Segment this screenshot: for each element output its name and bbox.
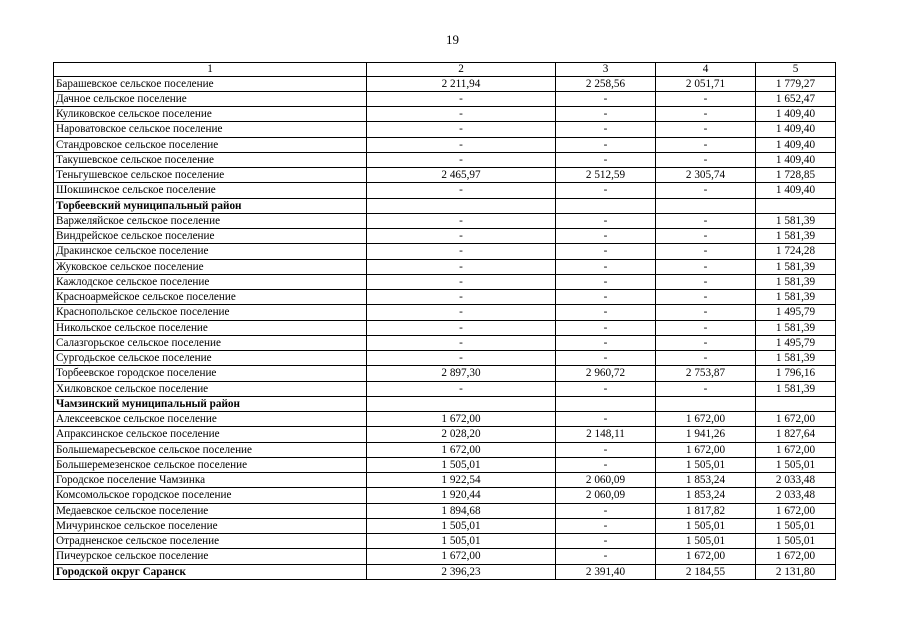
value-cell-col4: 1 505,01 [656,534,756,549]
value-cell-col2: - [367,183,556,198]
settlement-name-cell: Никольское сельское поселение [54,320,367,335]
header-cell: 1 [54,63,367,77]
table-row [54,488,836,503]
value-cell-col4: 1 505,01 [656,457,756,472]
value-cell-col5: 1 505,01 [756,457,836,472]
value-cell-col2: 1 505,01 [367,518,556,533]
value-cell-col2: - [367,381,556,396]
value-cell-col5: 1 581,39 [756,259,836,274]
value-cell-col2: 1 505,01 [367,457,556,472]
value-cell-col2: - [367,152,556,167]
settlement-name-cell: Комсомольское городское поселение [54,488,367,503]
value-cell-col3: - [556,290,656,305]
value-cell-col3: 2 060,09 [556,488,656,503]
value-cell-col2: 1 672,00 [367,412,556,427]
value-cell-col5: 1 581,39 [756,229,836,244]
value-cell-col5: 1 652,47 [756,91,836,106]
value-cell-col2: 2 211,94 [367,76,556,91]
value-cell-col4: - [656,274,756,289]
value-cell-col3: - [556,259,656,274]
value-cell-col2: - [367,137,556,152]
value-cell-col5: 1 581,39 [756,274,836,289]
value-cell-col3: - [556,152,656,167]
value-cell-col3: - [556,122,656,137]
value-cell-col2: 1 672,00 [367,442,556,457]
value-cell-col4: - [656,305,756,320]
settlement-name-cell: Сургодьское сельское поселение [54,351,367,366]
header-cell: 3 [556,63,656,77]
settlement-name-cell: Куликовское сельское поселение [54,107,367,122]
page-number: 19 [446,32,459,47]
value-cell-col3: 2 148,11 [556,427,656,442]
value-cell-col2: - [367,122,556,137]
value-cell-col5: 1 779,27 [756,76,836,91]
value-cell-col4: - [656,91,756,106]
settlement-name-cell: Чамзинский муниципальный район [54,396,367,411]
value-cell-col4: 1 672,00 [656,549,756,564]
value-cell-col5: 1 409,40 [756,183,836,198]
table-row [54,351,836,366]
table-row [54,122,836,137]
table-row [54,427,836,442]
settlement-name-cell: Салазгорьское сельское поселение [54,335,367,350]
value-cell-col3: - [556,457,656,472]
settlement-name-cell: Торбеевский муниципальный район [54,198,367,213]
value-cell-col2: 1 894,68 [367,503,556,518]
value-cell-col3: - [556,412,656,427]
table-row [54,503,836,518]
value-cell-col3: - [556,549,656,564]
settlement-name-cell: Нароватовское сельское поселение [54,122,367,137]
value-cell-col5: 1 581,39 [756,320,836,335]
settlement-name-cell: Дракинское сельское поселение [54,244,367,259]
table-row [54,213,836,228]
value-cell-col3: - [556,518,656,533]
table-row [54,274,836,289]
value-cell-col5: 2 131,80 [756,564,836,579]
table-row [54,442,836,457]
value-cell-col4: 1 853,24 [656,488,756,503]
value-cell-col4: - [656,244,756,259]
settlement-name-cell: Хилковское сельское поселение [54,381,367,396]
value-cell-col2: - [367,320,556,335]
value-cell-col4: - [656,229,756,244]
value-cell-col3: - [556,381,656,396]
value-cell-col5: 1 672,00 [756,503,836,518]
value-cell-col3: - [556,503,656,518]
table-row [54,457,836,472]
value-cell-col5: 2 033,48 [756,473,836,488]
value-cell-col4: 2 305,74 [656,168,756,183]
header-row [54,63,836,77]
value-cell-col5: 1 827,64 [756,427,836,442]
value-cell-col3: 2 960,72 [556,366,656,381]
settlement-name-cell: Варжеляйское сельское поселение [54,213,367,228]
settlement-name-cell: Красноармейское сельское поселение [54,290,367,305]
table-row [54,534,836,549]
value-cell-col5: 1 728,85 [756,168,836,183]
value-cell-col5: 1 409,40 [756,122,836,137]
table-row [54,518,836,533]
settlement-name-cell: Алексеевское сельское поселение [54,412,367,427]
settlement-name-cell: Апраксинское сельское поселение [54,427,367,442]
value-cell-col2: - [367,274,556,289]
value-cell-col3: - [556,244,656,259]
value-cell-col4: 1 817,82 [656,503,756,518]
value-cell-col3: 2 060,09 [556,473,656,488]
value-cell-col3 [556,396,656,411]
value-cell-col4: 2 051,71 [656,76,756,91]
value-cell-col5: 1 581,39 [756,213,836,228]
settlement-name-cell: Виндрейское сельское поселение [54,229,367,244]
table-row [54,137,836,152]
value-cell-col4: - [656,137,756,152]
value-cell-col2: 1 920,44 [367,488,556,503]
value-cell-col3: - [556,335,656,350]
value-cell-col5: 1 796,16 [756,366,836,381]
value-cell-col2 [367,198,556,213]
table-row [54,168,836,183]
value-cell-col3: - [556,351,656,366]
settlement-name-cell: Стандровское сельское поселение [54,137,367,152]
value-cell-col4: 2 753,87 [656,366,756,381]
table-row [54,412,836,427]
value-cell-col2: - [367,91,556,106]
value-cell-col3: 2 258,56 [556,76,656,91]
table-row [54,107,836,122]
value-cell-col4: - [656,259,756,274]
settlement-name-cell: Отрадненское сельское поселение [54,534,367,549]
settlement-name-cell: Мичуринское сельское поселение [54,518,367,533]
table-row [54,305,836,320]
value-cell-col2: 1 922,54 [367,473,556,488]
table-row [54,381,836,396]
settlement-name-cell: Дачное сельское поселение [54,91,367,106]
value-cell-col4: - [656,381,756,396]
table-row [54,183,836,198]
settlement-name-cell: Большемаресьевское сельское поселение [54,442,367,457]
settlement-name-cell: Жуковское сельское поселение [54,259,367,274]
value-cell-col4: 1 672,00 [656,412,756,427]
value-cell-col5: 1 581,39 [756,381,836,396]
value-cell-col5: 1 495,79 [756,335,836,350]
header-cell: 2 [367,63,556,77]
value-cell-col2: - [367,244,556,259]
settlement-name-cell: Пичеурское сельское поселение [54,549,367,564]
value-cell-col5: 1 672,00 [756,549,836,564]
value-cell-col3: - [556,274,656,289]
value-cell-col2: - [367,351,556,366]
value-cell-col2 [367,396,556,411]
settlement-name-cell: Шокшинское сельское поселение [54,183,367,198]
settlement-name-cell: Медаевское сельское поселение [54,503,367,518]
table-row [54,320,836,335]
table-row [54,366,836,381]
value-cell-col5: 1 505,01 [756,534,836,549]
value-cell-col3: - [556,137,656,152]
value-cell-col4: 2 184,55 [656,564,756,579]
value-cell-col2: - [367,213,556,228]
tariff-table [53,62,836,580]
value-cell-col2: - [367,229,556,244]
table-row [54,91,836,106]
section-row [54,396,836,411]
value-cell-col5: 1 495,79 [756,305,836,320]
value-cell-col2: 2 897,30 [367,366,556,381]
value-cell-col2: 2 396,23 [367,564,556,579]
value-cell-col3: - [556,442,656,457]
value-cell-col4: - [656,183,756,198]
table-row [54,152,836,167]
settlement-name-cell: Такушевское сельское поселение [54,152,367,167]
value-cell-col5: 1 672,00 [756,442,836,457]
table-row [54,229,836,244]
settlement-name-cell: Большеремезенское сельское поселение [54,457,367,472]
value-cell-col3: - [556,320,656,335]
value-cell-col4: - [656,351,756,366]
value-cell-col4: 1 853,24 [656,473,756,488]
section-row [54,198,836,213]
value-cell-col3 [556,198,656,213]
settlement-name-cell: Краснопольское сельское поселение [54,305,367,320]
table-row [54,244,836,259]
value-cell-col2: 1 672,00 [367,549,556,564]
header-cell: 4 [656,63,756,77]
value-cell-col4: - [656,290,756,305]
value-cell-col5: 1 409,40 [756,107,836,122]
value-cell-col3: - [556,229,656,244]
value-cell-col4: - [656,152,756,167]
settlement-name-cell: Городское поселение Чамзинка [54,473,367,488]
value-cell-col3: 2 512,59 [556,168,656,183]
value-cell-col2: 2 028,20 [367,427,556,442]
value-cell-col4 [656,198,756,213]
value-cell-col3: - [556,534,656,549]
table-row [54,473,836,488]
value-cell-col5 [756,198,836,213]
settlement-name-cell: Торбеевское городское поселение [54,366,367,381]
value-cell-col2: - [367,107,556,122]
value-cell-col4: - [656,122,756,137]
value-cell-col5: 1 409,40 [756,137,836,152]
value-cell-col2: - [367,305,556,320]
value-cell-col3: - [556,213,656,228]
value-cell-col5: 1 581,39 [756,290,836,305]
value-cell-col4: - [656,320,756,335]
value-cell-col4: - [656,107,756,122]
table-row [54,335,836,350]
value-cell-col2: - [367,335,556,350]
value-cell-col3: - [556,183,656,198]
value-cell-col4 [656,396,756,411]
value-cell-col5: 1 724,28 [756,244,836,259]
value-cell-col3: - [556,107,656,122]
value-cell-col4: - [656,335,756,350]
value-cell-col2: - [367,259,556,274]
value-cell-col2: 1 505,01 [367,534,556,549]
header-cell: 5 [756,63,836,77]
settlement-name-cell: Барашевское сельское поселение [54,76,367,91]
value-cell-col2: 2 465,97 [367,168,556,183]
table-row [54,259,836,274]
value-cell-col4: 1 672,00 [656,442,756,457]
section-row [54,564,836,579]
settlement-name-cell: Кажлодское сельское поселение [54,274,367,289]
table-body [54,63,836,580]
value-cell-col5: 1 505,01 [756,518,836,533]
table-row [54,76,836,91]
value-cell-col2: - [367,290,556,305]
value-cell-col5 [756,396,836,411]
settlement-name-cell: Городской округ Саранск [54,564,367,579]
settlement-name-cell: Теньгушевское сельское поселение [54,168,367,183]
value-cell-col5: 2 033,48 [756,488,836,503]
value-cell-col4: 1 505,01 [656,518,756,533]
table-row [54,290,836,305]
value-cell-col3: 2 391,40 [556,564,656,579]
value-cell-col4: 1 941,26 [656,427,756,442]
value-cell-col3: - [556,91,656,106]
value-cell-col3: - [556,305,656,320]
value-cell-col5: 1 581,39 [756,351,836,366]
table-row [54,549,836,564]
value-cell-col5: 1 409,40 [756,152,836,167]
value-cell-col5: 1 672,00 [756,412,836,427]
value-cell-col4: - [656,213,756,228]
